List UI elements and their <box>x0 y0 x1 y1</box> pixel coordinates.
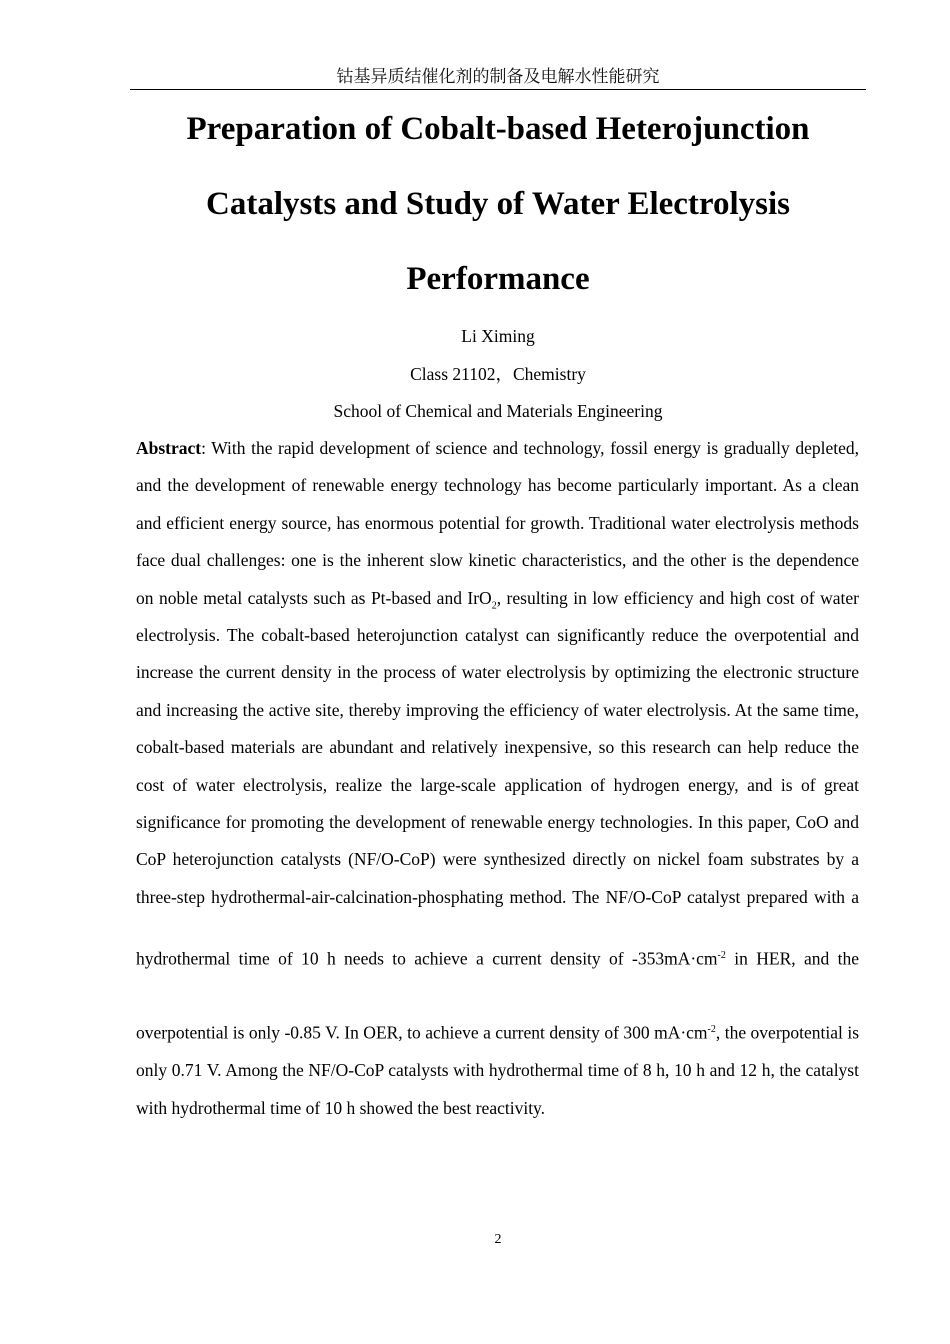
abstract-text-4: in HER, and the overpotential is only -0.85 V. In OER, to achieve a current density of <box>136 948 860 1043</box>
abstract-paragraph <box>136 430 859 1127</box>
abstract-text-5: 300 mA·cm <box>623 1022 708 1043</box>
author-class: Class 21102，Chemistry <box>410 364 586 384</box>
abstract-text-1: : With the rapid development of science and technology, fossil energy is gradually depleted, and the development of renewable energy technology has become particularly important. As a clean and efficient energy source, has enormous potential for growth. Traditional water electrolysis methods face dual challenges: one is the inherent slow kinetic characteristics, and the other is the dependence on noble metal catalysts such as Pt-based and IrO <box>136 438 859 608</box>
abstract-superscript-2: -2 <box>707 1024 716 1036</box>
abstract-text-3: mA·cm <box>664 948 718 969</box>
title-line-1: Preparation of Cobalt-based Heterojunction <box>186 111 810 147</box>
abstract-text-6: , the overpotential is only 0.71 V. Among the NF/O-CoP catalysts with hydrothermal time of 8 h, 10 h and 12 h, the catalyst with hydrothermal time of 10 h showed the best reactivity. <box>136 1022 860 1118</box>
title-line-3: Performance <box>406 261 590 297</box>
author-name: Li Ximing <box>461 326 535 346</box>
abstract-text-2: , resulting in low efficiency and high cost of water electrolysis. The cobalt-based heterojunction catalyst can significantly reduce the overpotential and increase the current density in the process of water electrolysis by optimizing the electronic structure and increasing the active site, thereby improving the efficiency of water electrolysis. At the same time, cobalt-based materials are abundant and relatively inexpensive, so this research can help reduce the cost of water electrolysis, realize the large-scale application of hydrogen energy, and is of great significance for promoting the development of renewable energy technologies. In this paper, CoO and CoP heterojunction catalysts (NF/O-CoP) were synthesized directly on nickel foam substrates by a three-step hydrothermal-air-calcination-phosphating method. The NF/O-CoP catalyst prepared with a hydrothermal time of 10 h needs to achieve a current density of -353 <box>136 587 859 969</box>
author-school: School of Chemical and Materials Engineering <box>333 401 663 421</box>
running-header: 钴基异质结催化剂的制备及电解水性能研究 <box>336 67 660 87</box>
header-rule <box>130 89 866 90</box>
title-line-2: Catalysts and Study of Water Electrolysis <box>206 186 790 222</box>
abstract-subscript: 2 <box>491 600 497 612</box>
paper-title <box>130 92 866 317</box>
abstract-superscript-1: -2 <box>717 950 726 962</box>
page-number: 2 <box>494 1232 502 1247</box>
abstract-label: Abstract <box>136 438 202 458</box>
